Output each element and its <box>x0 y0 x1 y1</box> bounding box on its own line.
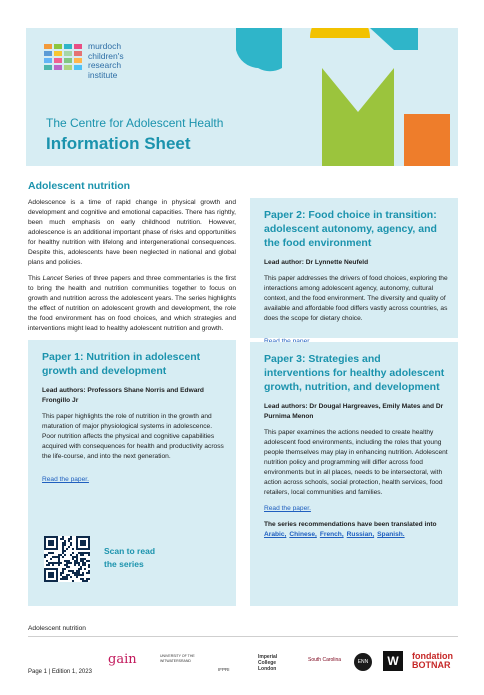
logo-tile <box>54 58 62 63</box>
paper-1-panel <box>28 340 236 606</box>
enn-logo: ENN <box>354 653 372 671</box>
paper-3-panel <box>250 342 458 606</box>
paper-2-panel <box>250 198 458 338</box>
green-m-shape <box>322 68 394 166</box>
logo-tile <box>74 51 82 56</box>
paper-1-body: This paper highlights the role of nutrition in the growth and maturation of major physiological systems in adolescence. Poor nutrition affects the physical and cognitive capabilities acquired with consequences for health and productivity across the life-course, and into the next generation. <box>42 413 224 460</box>
lang-link-spanish[interactable]: Spanish. <box>377 531 405 538</box>
logo-line: research <box>88 60 122 70</box>
paper-1-title: Paper 1: Nutrition in adolescent growth and development <box>42 351 201 377</box>
lang-link-chinese[interactable]: Chinese, <box>289 531 317 538</box>
logo-tile <box>64 65 72 70</box>
mcri-logo <box>44 42 124 80</box>
logo-tile <box>54 65 62 70</box>
header-banner <box>26 28 458 166</box>
south-carolina-logo: South Carolina <box>308 657 342 663</box>
scan-line: the series <box>104 559 144 569</box>
teal-triangle <box>370 28 418 50</box>
logo-line: murdoch <box>88 41 122 51</box>
logo-tile <box>44 44 52 49</box>
logo-tile <box>44 58 52 63</box>
intro-paragraph-1: Adolescence is a time of rapid change in physical growth and development and cognitive and emotional capacities. There has rightly, been much emphasis on early childhood nutrition. However, adolescence is an additional important phase of risks and opportunities for healthy nutrition with lifelong and intergenerational consequences. Despite this, adolescents have been neglected in national and global plans and policies. <box>28 199 236 266</box>
intro-paragraph-2 <box>28 274 236 334</box>
logo-tile <box>74 58 82 63</box>
qr-finder <box>80 540 86 546</box>
paper-2-authors: Lead author: Dr Lynnette Neufeld <box>264 259 369 266</box>
yellow-semicircle <box>310 28 370 38</box>
footer <box>28 625 458 685</box>
logo-tile <box>54 44 62 49</box>
logo-line: children's <box>88 50 124 61</box>
paper-3-title: Paper 3: Strategies and interventions for healthy adolescent growth, nutrition, and development <box>264 353 445 393</box>
ifpri-logo: IFPRI <box>218 667 230 672</box>
wits-logo: UNIVERSITY OF THE WITWATERSRAND <box>160 654 195 663</box>
intro-heading: Adolescent nutrition <box>28 180 131 192</box>
footer-label: Adolescent nutrition <box>28 625 86 632</box>
qr-finder <box>48 572 54 578</box>
qr-finder <box>48 540 54 546</box>
centre-name: The Centre for Adolescent Health <box>46 116 224 130</box>
lang-link-russian[interactable]: Russian, <box>346 531 375 538</box>
orange-block <box>404 114 450 166</box>
lang-link-french[interactable]: French, <box>319 531 344 538</box>
text-fragment: This <box>28 275 43 282</box>
intro-section <box>28 180 236 340</box>
lang-link-arabic[interactable]: Arabic, <box>264 531 287 538</box>
imperial-logo: Imperial College London <box>258 654 278 672</box>
botnar-logo: fondation BOTNAR <box>412 651 453 670</box>
logo-tile <box>64 58 72 63</box>
paper-2-title: Paper 2: Food choice in transition: adolescent autonomy, agency, and the food environment <box>264 209 437 249</box>
decorative-shapes <box>218 28 458 166</box>
logo-tile <box>74 44 82 49</box>
gain-logo: gain <box>108 652 137 667</box>
logo-tile <box>44 51 52 56</box>
logo-text <box>88 42 124 80</box>
text-fragment: Series of three papers and three commentaries is the first to bring the health and nutrition communities together to focus on growth and nutrition across the adolescent years. The series highlights the effect of nutrition on adolescent growth and development, the role the food environment has on food choices, and which strategies and interventions might lead to healthy adolescent nutrition and growth. <box>28 275 236 332</box>
scan-line: Scan to read <box>104 546 156 556</box>
paper-2-body: This paper addresses the drivers of food choices, exploring the interactions among adolescent agency, autonomy, cultural context, and the food environment. The diversity and quality of available and affordable food differs vastly across countries, as does the scope for dietary choice. <box>264 275 448 322</box>
footer-divider <box>28 636 458 637</box>
translation-text: The series recommendations have been translated into <box>264 521 437 528</box>
logo-tile <box>64 51 72 56</box>
paper-3-body: This paper examines the actions needed to create healthy adolescent food environments, including the roles that young people themselves may play in enhancing nutrition. Adolescent nutrition policy and programming will differ across food environments but in all places, needs to be intersectoral, with action across schools, social protection, health services, food retailers, local communities and families. <box>264 429 448 496</box>
paper-3-link[interactable]: Read the paper. <box>264 505 311 512</box>
page-title: Information Sheet <box>46 134 191 153</box>
logo-tile <box>74 65 82 70</box>
wellcome-logo: W <box>383 651 403 671</box>
logo-line: institute <box>88 69 118 80</box>
qr-code-icon[interactable] <box>44 536 90 582</box>
logo-tile <box>54 51 62 56</box>
logo-tile <box>44 65 52 70</box>
blue-shape <box>236 28 282 71</box>
logo-tile <box>64 44 72 49</box>
paper-1-link[interactable]: Read the paper. <box>42 476 89 483</box>
logo-mark <box>44 44 82 70</box>
lancet-italic: Lancet <box>42 275 63 282</box>
scan-label <box>104 545 155 571</box>
paper-1-authors: Lead authors: Professors Shane Norris and Edward Frongillo Jr <box>42 387 204 404</box>
paper-3-authors: Lead authors: Dr Dougal Hargreaves, Emily Mates and Dr Purnima Menon <box>264 403 444 420</box>
page-info: Page 1 | Edition 1, 2023 <box>28 669 92 675</box>
translation-note <box>264 520 448 540</box>
